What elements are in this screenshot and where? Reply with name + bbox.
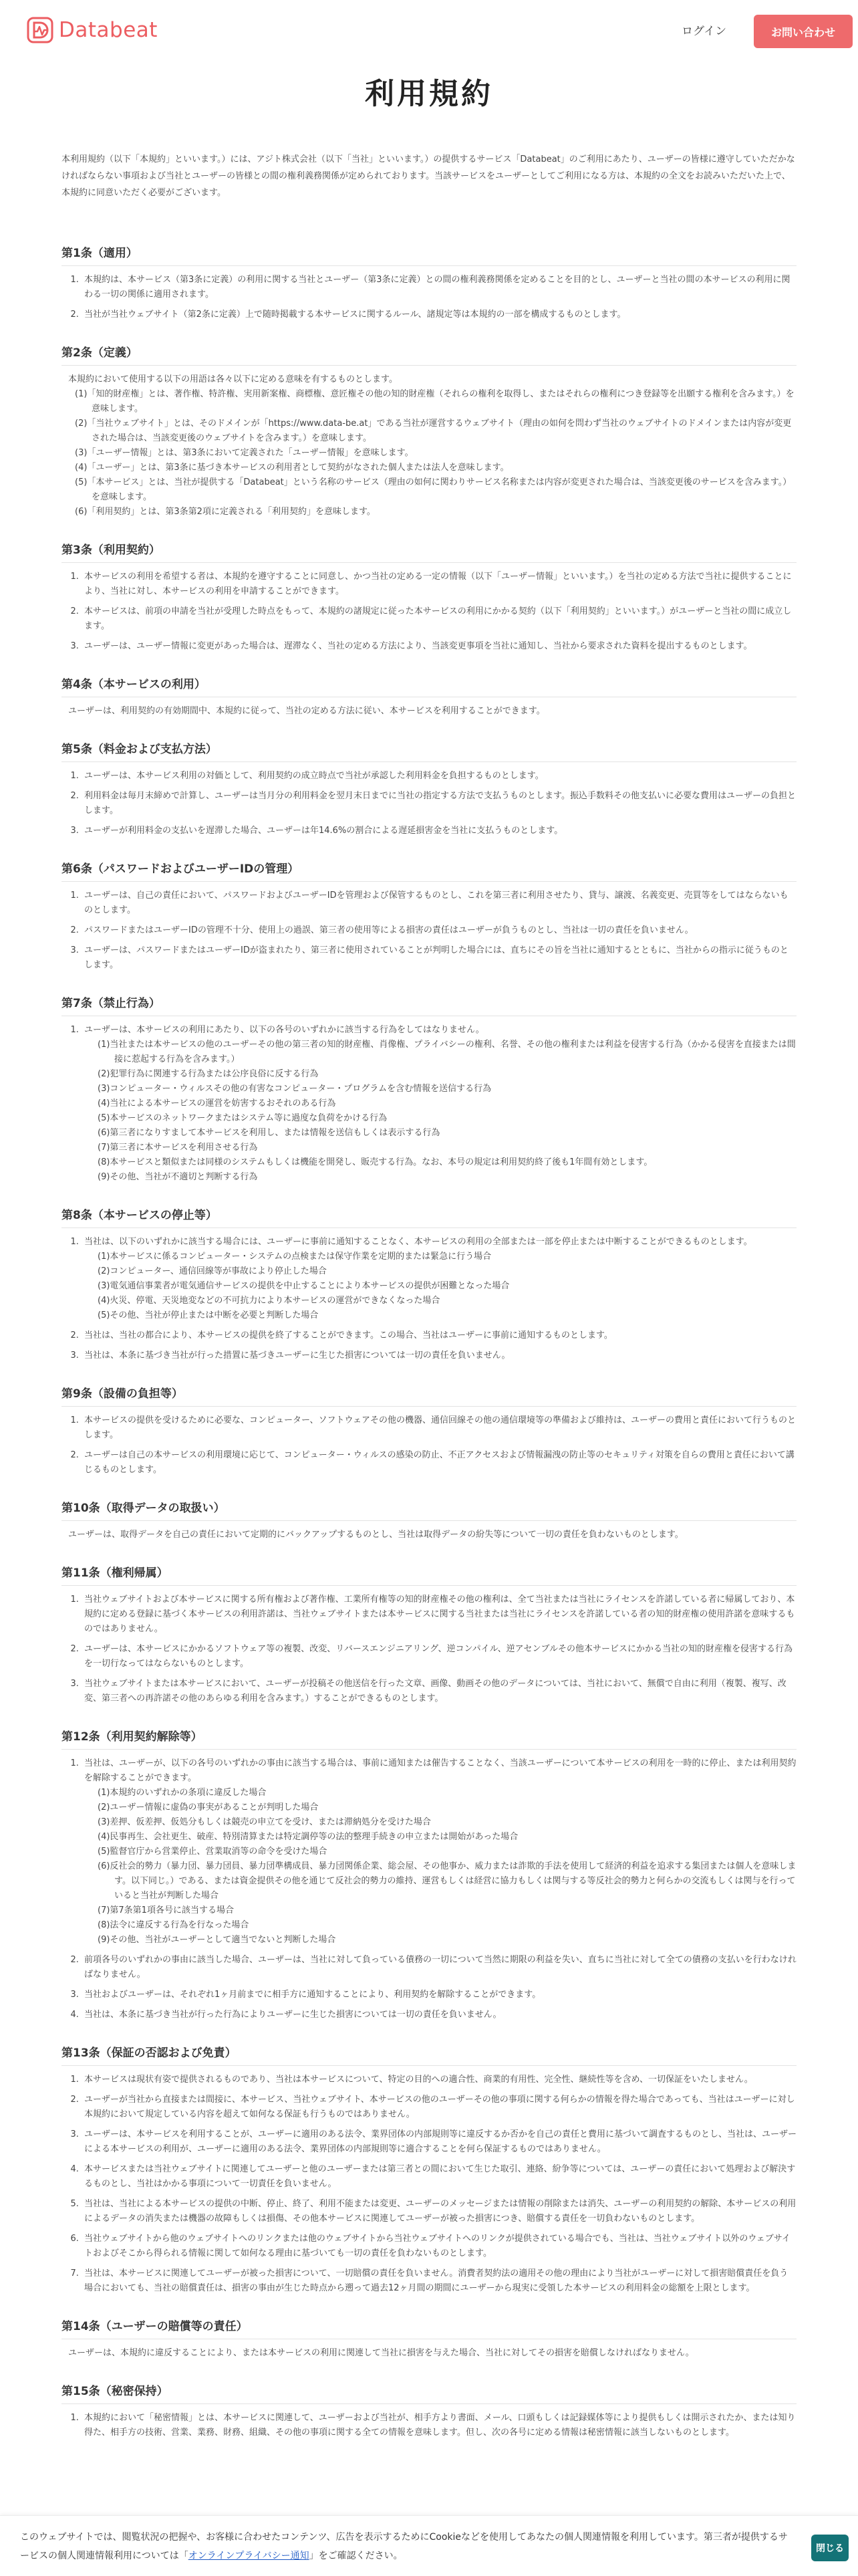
article-title: 第12条（利用契約解除等） xyxy=(61,1722,797,1750)
article-lead: ユーザーは、取得データを自己の責任において定期的にバックアップするものとし、当社は取得データの紛失等について一切の責任を負わないものとします。 xyxy=(68,1530,684,1540)
sub-item: (5)その他、当社が停止または中断を必要と判断した場合 xyxy=(98,1310,319,1320)
article-item-text: 当社は、本条に基づき当社が行った措置に基づきユーザーに生じた損害については一切の責任を負いません。 xyxy=(84,1351,511,1361)
sub-item: (2)コンピューター、通信回線等が事故により停止した場合 xyxy=(98,1266,327,1276)
sub-item-list xyxy=(84,1250,797,1323)
article-items xyxy=(61,1023,797,1185)
article-item: 1. 本規約において「秘密情報」とは、本サービスに関連して、ユーザーおよび当社が、相手方より書面、メール、口頭もしくは記録媒体等により提供もしくは開示されたか、または知り得た、相手方の技術、営業、業務、財務、組織、その他の事項に関する全ての情報を意味します。但し、次の各号に定める情報は秘密情報に該当しないものとします。 xyxy=(82,2411,797,2440)
article-item: 5. 当社は、当社による本サービスの提供の中断、停止、終了、利用不能または変更、ユーザーのメッセージまたは情報の削除または消失、ユーザーの利用契約の解除、本サービスの利用によるデータの消失または機器の故障もしくは損傷、その他本サービスに関連してユーザーが被った損害につき、賠償する責任を一切負わないものとします。 xyxy=(82,2197,797,2226)
article-items xyxy=(61,1413,797,1478)
sub-item: (1)当社または本サービスの他のユーザーその他の第三者の知的財産権、肖像権、プライバシーの権利、名誉、その他の権利または利益を侵害する行為（かかる侵害を直接または間接に惹起する行為を含みます。） xyxy=(98,1040,796,1064)
article-items xyxy=(61,2073,797,2296)
article-item: 6. 当社ウェブサイトから他のウェブサイトへのリンクまたは他のウェブサイトから当社ウェブサイトへのリンクが提供されている場合でも、当社は、当社ウェブサイト以外のウェブサイトおよびそこから得られる情報に関して如何なる理由に基づいても一切の責任を負わないものとします。 xyxy=(82,2232,797,2261)
contact-button[interactable]: お問い合わせ xyxy=(754,15,853,48)
article-item: 3. 当社ウェブサイトまたは本サービスにおいて、ユーザーが投稿その他送信を行った文章、画像、動画その他のデータについては、当社において、無償で自由に利用（複製、複写、改変、第三者への再許諾その他のあらゆる利用を含みます。）することができるものとします。 xyxy=(82,1677,797,1706)
definition-item: (1)「知的財産権」とは、著作権、特許権、実用新案権、商標権、意匠権その他の知的財産権（それらの権利を取得し、またはそれらの権利につき登録等を出願する権利を含みます。）を意味します。 xyxy=(75,389,795,414)
article-items xyxy=(61,2411,797,2440)
article-item xyxy=(82,2008,797,2022)
article-item xyxy=(82,1756,797,1948)
terms-content xyxy=(61,238,797,2456)
article-items xyxy=(61,273,797,322)
article-item: 3. ユーザーは、パスワードまたはユーザーIDが盗まれたり、第三者に使用されていることが判明した場合には、直ちにその旨を当社に通知するとともに、当社からの指示に従うものとします。 xyxy=(82,943,797,973)
article-items xyxy=(61,570,797,654)
article-item: 1. ユーザーは、自己の責任において、パスワードおよびユーザーIDを管理および保管するものとし、これを第三者に利用させたり、貸与、譲渡、名義変更、売買等をしてはならないものとします。 xyxy=(82,889,797,918)
article-item: 4. 本サービスまたは当社ウェブサイトに関連してユーザーと他のユーザーまたは第三者との間において生じた取引、連絡、紛争等については、ユーザーの責任において処理および解決するものとし、当社はかかる事項について一切責任を負いません。 xyxy=(82,2162,797,2192)
article-item: 2. ユーザーは、本サービスにかかるソフトウェア等の複製、改変、リバースエンジニアリング、逆コンパイル、逆アセンブルその他本サービスにかかる当社の知的財産権を侵害する行為を一切行なってはならないものとします。 xyxy=(82,1642,797,1671)
article-lead: ユーザーは、利用契約の有効期間中、本規約に従って、当社の定める方法に従い、本サービスを利用することができます。 xyxy=(68,706,545,716)
article-item-text: ユーザーは、本サービスの利用にあたり、以下の各号のいずれかに該当する行為をしてはなりません。 xyxy=(84,1025,484,1035)
article-item: 1. ユーザーは、本サービス利用の対価として、利用契約の成立時点で当社が承認した利用料金を負担するものとします。 xyxy=(82,769,797,784)
sub-item-list xyxy=(84,1038,797,1185)
article-item: 2. 当社が当社ウェブサイト（第2条に定義）上で随時掲載する本サービスに関するルール、諸規定等は本規約の一部を構成するものとします。 xyxy=(82,308,797,322)
article-item-text: 前項各号のいずれかの事由に該当した場合、ユーザーは、当社に対して負っている債務の一切について当然に期限の利益を失い、直ちに当社に対して全ての債務の支払いを行わなければなりません。 xyxy=(84,1955,797,1980)
article-item-text: 当社は、当社の都合により、本サービスの提供を終了することができます。この場合、当社はユーザーに事前に通知するものとします。 xyxy=(84,1330,613,1340)
cookie-text xyxy=(20,2528,789,2565)
article-item xyxy=(82,1235,797,1323)
databeat-logo-icon xyxy=(27,17,53,43)
privacy-notice-link[interactable]: オンラインプライバシー通知 xyxy=(188,2551,309,2561)
article-title: 第15条（秘密保持） xyxy=(61,2376,797,2404)
page-title: 利用規約 xyxy=(365,77,493,111)
article-item: 3. ユーザーは、本サービスを利用することが、ユーザーに適用のある法令、業界団体の内部規則等に違反するか否かを自己の責任と費用に基づいて調査するものとし、当社は、ユーザーによる本サービスの利用が、ユーザーに適用のある法令、業界団体の内部規則等に適合することを何ら保証するものではありません。 xyxy=(82,2127,797,2157)
article-item: 1. 本規約は、本サービス（第3条に定義）の利用に関する当社とユーザー（第3条に定義）との間の権利義務関係を定めることを目的とし、ユーザーと当社の間の本サービスの利用に関わる一切の関係に適用されます。 xyxy=(82,273,797,302)
article-items xyxy=(61,1235,797,1363)
sub-item: (2)犯罪行為に関連する行為または公序良俗に反する行為 xyxy=(98,1069,319,1079)
article-section xyxy=(61,2038,797,2296)
definition-item: (6)「利用契約」とは、第3条第2項に定義される「利用契約」を意味します。 xyxy=(75,507,376,517)
definition-item: (3)「ユーザー情報」とは、第3条において定義された「ユーザー情報」を意味します。 xyxy=(75,448,414,458)
article-item: 2. 本サービスは、前項の申請を当社が受理した時点をもって、本規約の諸規定に従った本サービスの利用にかかる契約（以下「利用契約」といいます。）がユーザーと当社の間に成立します。 xyxy=(82,604,797,634)
article-item: 2. ユーザーは自己の本サービスの利用環境に応じて、コンピューター・ウィルスの感染の防止、不正アクセスおよび情報漏洩の防止等のセキュリティ対策を自らの費用と責任において講じるものとします。 xyxy=(82,1448,797,1478)
article-item-text: 当社およびユーザーは、それぞれ1ヶ月前までに相手方に通知することにより、利用契約を解除することができます。 xyxy=(84,1990,541,2000)
article-title: 第14条（ユーザーの賠償等の責任） xyxy=(61,2311,797,2339)
article-item xyxy=(82,1328,797,1343)
article-title: 第8条（本サービスの停止等） xyxy=(61,1200,797,1228)
article-section xyxy=(61,988,797,1185)
sub-item: (4)当社による本サービスの運営を妨害するおそれのある行為 xyxy=(98,1098,336,1108)
sub-item: (6)反社会的勢力（暴力団、暴力団員、暴力団準構成員、暴力団関係企業、総会屋、その他事か、威力または詐欺的手法を使用して経済的利益を追求する集団または個人を意味します。以下同じ。）である、または資金提供その他を通じて反社会的勢力の維持、運営もしくは経営に協力もしくは関与する等反社会的勢力と何らかの交流もしくは関与を行っていると当社が判断した場合 xyxy=(98,1861,797,1901)
definition-item: (2)「当社ウェブサイト」とは、そのドメインが「https://www.data-be.at」である当社が運営するウェブサイト（理由の如何を問わず当社のウェブサイトのドメインまたは内容が変更された場合は、当該変更後のウェブサイトを含みます。）を意味します。 xyxy=(75,419,792,443)
article-section xyxy=(61,1379,797,1478)
article-item: 1. 本サービスの利用を希望する者は、本規約を遵守することに同意し、かつ当社の定める一定の情報（以下「ユーザー情報」といいます。）を当社の定める方法で当社に提供することにより、当社に対し、本サービスの利用を申請することができます。 xyxy=(82,570,797,599)
article-item xyxy=(82,1023,797,1185)
article-title: 第6条（パスワードおよびユーザーIDの管理） xyxy=(61,854,797,882)
article-item: 2. パスワードまたはユーザーIDの管理不十分、使用上の過誤、第三者の使用等による損害の責任はユーザーが負うものとし、当社は一切の責任を負いません。 xyxy=(82,923,797,938)
definition-item: (4)「ユーザー」とは、第3条に基づき本サービスの利用者として契約がなされた個人または法人を意味します。 xyxy=(75,463,509,473)
cookie-text-after: 」をご確認ください。 xyxy=(309,2551,403,2561)
article-section xyxy=(61,338,797,519)
sub-item: (6)第三者になりすまして本サービスを利用し、または情報を送信もしくは表示する行為 xyxy=(98,1128,440,1138)
article-lead: ユーザーは、本規約に違反することにより、または本サービスの利用に関連して当社に損害を与えた場合、当社に対してその損害を賠償しなければなりません。 xyxy=(68,2348,694,2358)
article-item-text: 当社は、本条に基づき当社が行った行為によりユーザーに生じた損害については一切の責任を負いません。 xyxy=(84,2010,502,2020)
article-items xyxy=(61,889,797,973)
sub-item: (4)火災、停電、天災地変などの不可抗力により本サービスの運営ができなくなった場合 xyxy=(98,1296,440,1306)
article-title: 第7条（禁止行為） xyxy=(61,988,797,1016)
definition-list xyxy=(61,387,797,519)
article-item xyxy=(82,1953,797,1982)
article-section xyxy=(61,238,797,322)
cookie-banner xyxy=(0,2515,858,2576)
article-item: 1. 当社ウェブサイトおよび本サービスに関する所有権および著作権、工業所有権等の知的財産権その他の権利は、全て当社または当社にライセンスを許諾している者に帰属しており、本規約に定める登録に基づく本サービスの利用許諾は、当社ウェブサイトまたは本サービスに関する当社または当社にライセンスを許諾している者の知的財産権の使用許諾を意味するものではありません。 xyxy=(82,1593,797,1637)
sub-item: (9)その他、当社がユーザーとして適当でないと判断した場合 xyxy=(98,1935,336,1945)
article-item: 2. 利用料金は毎月末締めで計算し、ユーザーは当月分の利用料金を翌月末日までに当社の指定する方法で支払うものとします。振込手数料その他支払いに必要な費用はユーザーの負担とします。 xyxy=(82,789,797,818)
article-title: 第2条（定義） xyxy=(61,338,797,366)
article-section xyxy=(61,734,797,838)
article-section xyxy=(61,535,797,654)
article-item xyxy=(82,1349,797,1363)
cookie-close-button[interactable]: 閉じる xyxy=(811,2535,849,2561)
logo-text: Databeat xyxy=(59,18,158,42)
article-item-text: 当社は、以下のいずれかに該当する場合には、ユーザーに事前に通知することなく、本サービスの利用の全部または一部を停止または中断することができるものとします。 xyxy=(84,1237,752,1247)
cookie-text-before: このウェブサイトでは、閲覧状況の把握や、お客様に合わせたコンテンツ、広告を表示するためにCookieなどを使用してあなたの個人関連情報を利用しています。第三者が提供するサービスの個人関連情報利用については「 xyxy=(20,2532,788,2561)
article-title: 第13条（保証の否認および免責） xyxy=(61,2038,797,2066)
article-section xyxy=(61,1722,797,2022)
article-lead: 本規約において使用する以下の用語は各々以下に定める意味を有するものとします。 xyxy=(68,374,398,384)
article-section xyxy=(61,854,797,973)
article-section xyxy=(61,1493,797,1542)
article-item-text: 当社は、ユーザーが、以下の各号のいずれかの事由に該当する場合は、事前に通知または催告することなく、当該ユーザーについて本サービスの利用を一時的に停止、または利用契約を解除することができます。 xyxy=(84,1758,797,1783)
article-section xyxy=(61,669,797,719)
article-section xyxy=(61,1558,797,1706)
sub-item: (2)ユーザー情報に虚偽の事実があることが判明した場合 xyxy=(98,1802,319,1812)
article-title: 第3条（利用契約） xyxy=(61,535,797,563)
sub-item: (9)その他、当社が不適切と判断する行為 xyxy=(98,1172,258,1182)
article-items xyxy=(61,769,797,838)
article-items xyxy=(61,1756,797,2022)
sub-item: (8)法令に違反する行為を行なった場合 xyxy=(98,1920,249,1930)
site-header xyxy=(0,0,858,64)
sub-item: (3)電気通信事業者が電気通信サービスの提供を中止することにより本サービスの提供が困難となった場合 xyxy=(98,1281,510,1291)
article-item: 1. 本サービスの提供を受けるために必要な、コンピューター、ソフトウェアその他の機器、通信回線その他の通信環境等の準備および維持は、ユーザーの費用と責任において行うものとします。 xyxy=(82,1413,797,1443)
article-section xyxy=(61,2376,797,2440)
sub-item-list xyxy=(84,1786,797,1948)
article-title: 第5条（料金および支払方法） xyxy=(61,734,797,762)
article-item: 3. ユーザーは、ユーザー情報に変更があった場合は、遅滞なく、当社の定める方法により、当該変更事項を当社に通知し、当社から要求された資料を提出するものとします。 xyxy=(82,639,797,654)
logo[interactable] xyxy=(27,17,158,43)
article-item xyxy=(82,1988,797,2002)
sub-item: (3)コンピューター・ウィルスその他の有害なコンピューター・プログラムを含む情報を送信する行為 xyxy=(98,1084,492,1094)
sub-item: (8)本サービスと類似または同様のシステムもしくは機能を開発し、販売する行為。なお、本号の規定は利用契約終了後も1年間有効とします。 xyxy=(98,1157,653,1167)
definition-item: (5)「本サービス」とは、当社が提供する「Databeat」という名称のサービス（理由の如何に関わりサービス名称または内容が変更された場合は、当該変更後のサービスを含みます。）を意味します。 xyxy=(75,477,792,502)
article-title: 第11条（権利帰属） xyxy=(61,1558,797,1586)
article-section xyxy=(61,1200,797,1363)
article-item: 1. 本サービスは現状有姿で提供されるものであり、当社は本サービスについて、特定の目的への適合性、商業的有用性、完全性、継続性等を含め、一切保証をいたしません。 xyxy=(82,2073,797,2087)
article-title: 第1条（適用） xyxy=(61,238,797,266)
sub-item: (1)本規約のいずれかの条項に違反した場合 xyxy=(98,1788,267,1798)
login-link[interactable]: ログイン xyxy=(682,25,727,38)
article-title: 第4条（本サービスの利用） xyxy=(61,669,797,697)
article-title: 第9条（設備の負担等） xyxy=(61,1379,797,1407)
sub-item: (4)民事再生、会社更生、破産、特別清算または特定調停等の法的整理手続きの申立または開始があった場合 xyxy=(98,1832,519,1842)
article-item: 2. ユーザーが当社から直接または間接に、本サービス、当社ウェブサイト、本サービスの他のユーザーその他の事項に関する何らかの情報を得た場合であっても、当社はユーザーに対し本規約において規定している内容を超えて如何なる保証も行うものではありません。 xyxy=(82,2093,797,2122)
sub-item: (7)第三者に本サービスを利用させる行為 xyxy=(98,1143,258,1153)
sub-item: (1)本サービスに係るコンピューター・システムの点検または保守作業を定期的または緊急に行う場合 xyxy=(98,1252,492,1262)
intro-text: 本利用規約（以下「本規約」といいます。）には、アジト株式会社（以下「当社」といいます。）の提供するサービス「Databeat」のご利用にあたり、ユーザーの皆様に遵守していただかなければならない事項および当社とユーザーの皆様との間の権利義務関係が定められております。当該サービスをユーザーとしてご利用になる方は、本規約の全文をお読みいただいた上で、本規約に同意いただく必要がございます。 xyxy=(61,154,795,198)
article-item: 3. ユーザーが利用料金の支払いを遅滞した場合、ユーザーは年14.6%の割合による遅延損害金を当社に支払うものとします。 xyxy=(82,824,797,838)
article-items xyxy=(61,1593,797,1706)
sub-item: (3)差押、仮差押、仮処分もしくは競売の申立てを受け、または滞納処分を受けた場合 xyxy=(98,1817,431,1827)
article-section xyxy=(61,2311,797,2361)
article-item: 7. 当社は、本サービスに関連してユーザーが被った損害について、一切賠償の責任を負いません。消費者契約法の適用その他の理由により当社がユーザーに対して損害賠償責任を負う場合においても、当社の賠償責任は、損害の事由が生じた時点から遡って過去12ヶ月間の期間にユーザーから現実に受領した本サービスの利用料金の総額を上限とします。 xyxy=(82,2266,797,2296)
sub-item: (7)第7条第1項各号に該当する場合 xyxy=(98,1905,234,1915)
sub-item: (5)監督官庁から営業停止、営業取消等の命令を受けた場合 xyxy=(98,1847,327,1857)
article-title: 第10条（取得データの取扱い） xyxy=(61,1493,797,1521)
sub-item: (5)本サービスのネットワークまたはシステム等に過度な負荷をかける行為 xyxy=(98,1113,388,1123)
